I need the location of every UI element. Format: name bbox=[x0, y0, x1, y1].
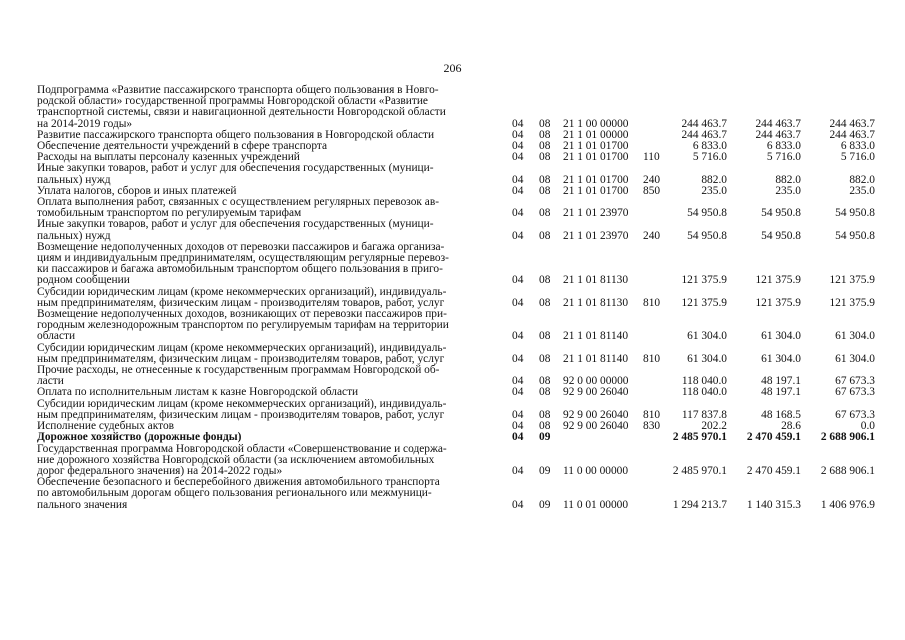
amount-year-1: 61 304.0 bbox=[687, 352, 727, 365]
section-code: 04 bbox=[512, 352, 524, 365]
row-description: Субсидии юридическим лицам (кроме некоммерческих организаций), индивидуаль- ным предпринимателям, физическим лицам - производителям товаров, работ, услуг bbox=[37, 397, 447, 421]
amount-year-2: 48 197.1 bbox=[761, 375, 801, 388]
target-article-code: 21 1 01 23970 bbox=[563, 207, 629, 220]
amount-year-3: 67 673.3 bbox=[835, 386, 875, 399]
table-row bbox=[37, 343, 882, 365]
target-article-code: 21 1 01 01700 bbox=[563, 140, 629, 153]
target-article-code: 21 1 01 01700 bbox=[563, 184, 629, 197]
section-code: 04 bbox=[512, 128, 524, 141]
section-code: 04 bbox=[512, 420, 524, 433]
table-row bbox=[37, 477, 882, 511]
amount-year-2: 48 197.1 bbox=[761, 386, 801, 399]
target-article-code: 21 1 01 01700 bbox=[563, 173, 629, 186]
table-row bbox=[37, 432, 882, 443]
amount-year-1: 882.0 bbox=[701, 173, 727, 186]
subsection-code: 09 bbox=[539, 464, 551, 477]
row-description: Возмещение недополученных доходов от перевозки пассажиров и багажа организа- циям и индивидуальным предпринимателям, осуществляющим регулярные перевоз- ки пассажиров и багажа автомобильным транспортом общего пользования в приго- родном сообщении bbox=[37, 240, 449, 287]
section-code: 04 bbox=[512, 498, 524, 511]
row-description: Обеспечение безопасного и бесперебойного движения автомобильного транспорта по автомобильным дорогам общего пользования регионального или межмуници- пального значения bbox=[37, 476, 440, 511]
amount-year-2: 61 304.0 bbox=[761, 352, 801, 365]
table-row bbox=[37, 197, 882, 219]
amount-year-1: 61 304.0 bbox=[687, 330, 727, 343]
amount-year-3: 54 950.8 bbox=[835, 229, 875, 242]
subsection-code: 08 bbox=[539, 117, 551, 130]
amount-year-3: 2 688 906.1 bbox=[820, 464, 875, 477]
amount-year-3: 121 375.9 bbox=[829, 274, 875, 287]
section-code: 04 bbox=[512, 117, 524, 130]
table-row bbox=[37, 387, 882, 398]
section-code: 04 bbox=[512, 173, 524, 186]
amount-year-2: 244 463.7 bbox=[755, 117, 801, 130]
subsection-code: 08 bbox=[539, 420, 551, 433]
amount-year-1: 6 833.0 bbox=[692, 140, 727, 153]
amount-year-3: 244 463.7 bbox=[829, 128, 875, 141]
row-description: Иные закупки товаров, работ и услуг для обеспечения государственных (муници- пальных) нужд bbox=[37, 218, 434, 242]
section-code: 04 bbox=[512, 386, 524, 399]
section-code: 04 bbox=[512, 408, 524, 421]
target-article-code: 21 1 00 00000 bbox=[563, 117, 629, 130]
amount-year-2: 5 716.0 bbox=[766, 151, 801, 164]
target-article-code: 92 9 00 26040 bbox=[563, 420, 629, 433]
amount-year-3: 244 463.7 bbox=[829, 117, 875, 130]
subsection-code: 08 bbox=[539, 386, 551, 399]
expense-type-code: 240 bbox=[643, 173, 661, 186]
table-row bbox=[37, 85, 882, 130]
target-article-code: 21 1 01 81130 bbox=[563, 296, 629, 309]
amount-year-1: 235.0 bbox=[701, 184, 727, 197]
row-description: Прочие расходы, не отнесенные к государственным программам Новгородской об- ласти bbox=[37, 364, 440, 388]
amount-year-2: 1 140 315.3 bbox=[746, 498, 801, 511]
expense-type-code: 830 bbox=[643, 420, 661, 433]
amount-year-3: 235.0 bbox=[849, 184, 875, 197]
target-article-code: 21 1 01 00000 bbox=[563, 128, 629, 141]
subsection-code: 08 bbox=[539, 296, 551, 309]
amount-year-3: 54 950.8 bbox=[835, 207, 875, 220]
amount-year-3: 61 304.0 bbox=[835, 330, 875, 343]
row-description: Исполнение судебных актов bbox=[37, 420, 175, 433]
table-row bbox=[37, 242, 882, 287]
subsection-code: 08 bbox=[539, 274, 551, 287]
amount-year-2: 235.0 bbox=[775, 184, 801, 197]
amount-year-1: 54 950.8 bbox=[687, 207, 727, 220]
amount-year-3: 121 375.9 bbox=[829, 296, 875, 309]
row-description: Развитие пассажирского транспорта общего пользования в Новгородской области bbox=[37, 128, 435, 141]
amount-year-2: 244 463.7 bbox=[755, 128, 801, 141]
amount-year-3: 67 673.3 bbox=[835, 408, 875, 421]
amount-year-1: 117 837.8 bbox=[681, 408, 727, 421]
expense-type-code: 110 bbox=[643, 151, 660, 164]
target-article-code: 21 1 01 81140 bbox=[563, 330, 629, 343]
amount-year-1: 121 375.9 bbox=[681, 296, 727, 309]
section-code: 04 bbox=[512, 296, 524, 309]
amount-year-2: 121 375.9 bbox=[755, 274, 801, 287]
amount-year-3: 61 304.0 bbox=[835, 352, 875, 365]
row-description: Подпрограмма «Развитие пассажирского транспорта общего пользования в Новго- родской области» государственной программы Новгородской области «Развитие транспортной системы, связи и навигационной деятельности Новгородской области на 2014-2019 годы» bbox=[37, 84, 446, 130]
budget-table bbox=[37, 85, 882, 511]
target-article-code: 92 9 00 26040 bbox=[563, 408, 629, 421]
amount-year-1: 202.2 bbox=[701, 420, 727, 433]
amount-year-1: 118 040.0 bbox=[681, 386, 727, 399]
section-code: 04 bbox=[512, 207, 524, 220]
row-description: Оплата по исполнительным листам к казне Новгородской области bbox=[37, 386, 359, 399]
amount-year-2: 54 950.8 bbox=[761, 229, 801, 242]
amount-year-3: 2 688 906.1 bbox=[820, 431, 875, 444]
row-description: Иные закупки товаров, работ и услуг для обеспечения государственных (муници- пальных) нужд bbox=[37, 162, 434, 186]
amount-year-1: 118 040.0 bbox=[681, 375, 727, 388]
section-code: 04 bbox=[512, 375, 524, 388]
amount-year-2: 6 833.0 bbox=[766, 140, 801, 153]
page-number: 206 bbox=[443, 61, 462, 75]
amount-year-1: 2 485 970.1 bbox=[672, 431, 727, 444]
expense-type-code: 810 bbox=[643, 296, 661, 309]
amount-year-1: 244 463.7 bbox=[681, 128, 727, 141]
table-row bbox=[37, 444, 882, 478]
amount-year-3: 882.0 bbox=[849, 173, 875, 186]
amount-year-3: 6 833.0 bbox=[840, 140, 875, 153]
amount-year-2: 61 304.0 bbox=[761, 330, 801, 343]
row-description: Оплата выполнения работ, связанных с осуществлением регулярных перевозок ав- томобильным транспортом по регулируемым тарифам bbox=[37, 196, 440, 220]
amount-year-2: 121 375.9 bbox=[755, 296, 801, 309]
target-article-code: 11 0 00 00000 bbox=[563, 464, 629, 477]
target-article-code: 92 9 00 26040 bbox=[563, 386, 629, 399]
expense-type-code: 810 bbox=[643, 408, 661, 421]
subsection-code: 08 bbox=[539, 375, 551, 388]
row-description: Уплата налогов, сборов и иных платежей bbox=[37, 184, 237, 197]
row-description: Субсидии юридическим лицам (кроме некоммерческих организаций), индивидуаль- ным предпринимателям, физическим лицам - производителям товаров, работ, услуг bbox=[37, 285, 447, 309]
target-article-code: 21 1 01 01700 bbox=[563, 151, 629, 164]
target-article-code: 21 1 01 23970 bbox=[563, 229, 629, 242]
row-description: Возмещение недополученных доходов, возникающих от перевозки пассажиров при- городным железнодорожным транспортом по регулируемым тарифам на территории области bbox=[37, 308, 449, 343]
amount-year-2: 28.6 bbox=[781, 420, 801, 433]
subsection-code: 08 bbox=[539, 151, 551, 164]
subsection-code: 08 bbox=[539, 330, 551, 343]
target-article-code: 92 0 00 00000 bbox=[563, 375, 629, 388]
row-description: Расходы на выплаты персоналу казенных учреждений bbox=[37, 151, 300, 164]
target-article-code: 21 1 01 81140 bbox=[563, 352, 629, 365]
subsection-code: 08 bbox=[539, 408, 551, 421]
amount-year-2: 54 950.8 bbox=[761, 207, 801, 220]
subsection-code: 08 bbox=[539, 229, 551, 242]
subsection-code: 08 bbox=[539, 352, 551, 365]
subsection-code: 09 bbox=[539, 498, 551, 511]
row-description: Государственная программа Новгородской области «Совершенствование и содержа- ние дорожного хозяйства Новгородской области (за исключением автомобильных дорог федерального значения) на 2014-2022 годы» bbox=[37, 442, 447, 477]
table-row bbox=[37, 287, 882, 309]
amount-year-1: 1 294 213.7 bbox=[672, 498, 727, 511]
section-code: 04 bbox=[512, 184, 524, 197]
subsection-code: 08 bbox=[539, 207, 551, 220]
amount-year-1: 5 716.0 bbox=[692, 151, 727, 164]
subsection-code: 08 bbox=[539, 184, 551, 197]
amount-year-2: 2 470 459.1 bbox=[746, 431, 801, 444]
amount-year-3: 1 406 976.9 bbox=[820, 498, 875, 511]
section-code: 04 bbox=[512, 274, 524, 287]
subsection-code: 08 bbox=[539, 173, 551, 186]
subsection-code: 08 bbox=[539, 128, 551, 141]
table-row bbox=[37, 219, 882, 241]
amount-year-2: 48 168.5 bbox=[761, 408, 801, 421]
amount-year-2: 2 470 459.1 bbox=[746, 464, 801, 477]
section-code: 04 bbox=[512, 229, 524, 242]
amount-year-3: 67 673.3 bbox=[835, 375, 875, 388]
expense-type-code: 810 bbox=[643, 352, 661, 365]
amount-year-1: 54 950.8 bbox=[687, 229, 727, 242]
expense-type-code: 240 bbox=[643, 229, 661, 242]
target-article-code: 21 1 01 81130 bbox=[563, 274, 629, 287]
row-description: Дорожное хозяйство (дорожные фонды) bbox=[37, 431, 242, 444]
section-code: 04 bbox=[512, 151, 524, 164]
subsection-code: 08 bbox=[539, 140, 551, 153]
section-code: 04 bbox=[512, 431, 524, 444]
table-row bbox=[37, 365, 882, 387]
amount-year-2: 882.0 bbox=[775, 173, 801, 186]
expense-type-code: 850 bbox=[643, 184, 661, 197]
amount-year-3: 0.0 bbox=[860, 420, 875, 433]
table-row bbox=[37, 309, 882, 343]
table-row bbox=[37, 163, 882, 185]
amount-year-1: 121 375.9 bbox=[681, 274, 727, 287]
section-code: 04 bbox=[512, 330, 524, 343]
amount-year-3: 5 716.0 bbox=[840, 151, 875, 164]
amount-year-1: 244 463.7 bbox=[681, 117, 727, 130]
row-description: Субсидии юридическим лицам (кроме некоммерческих организаций), индивидуаль- ным предпринимателям, физическим лицам - производителям товаров, работ, услуг bbox=[37, 341, 447, 365]
subsection-code: 09 bbox=[539, 431, 551, 444]
section-code: 04 bbox=[512, 140, 524, 153]
target-article-code: 11 0 01 00000 bbox=[563, 498, 629, 511]
row-description: Обеспечение деятельности учреждений в сфере транспорта bbox=[37, 140, 328, 153]
section-code: 04 bbox=[512, 464, 524, 477]
table-row bbox=[37, 399, 882, 421]
amount-year-1: 2 485 970.1 bbox=[672, 464, 727, 477]
